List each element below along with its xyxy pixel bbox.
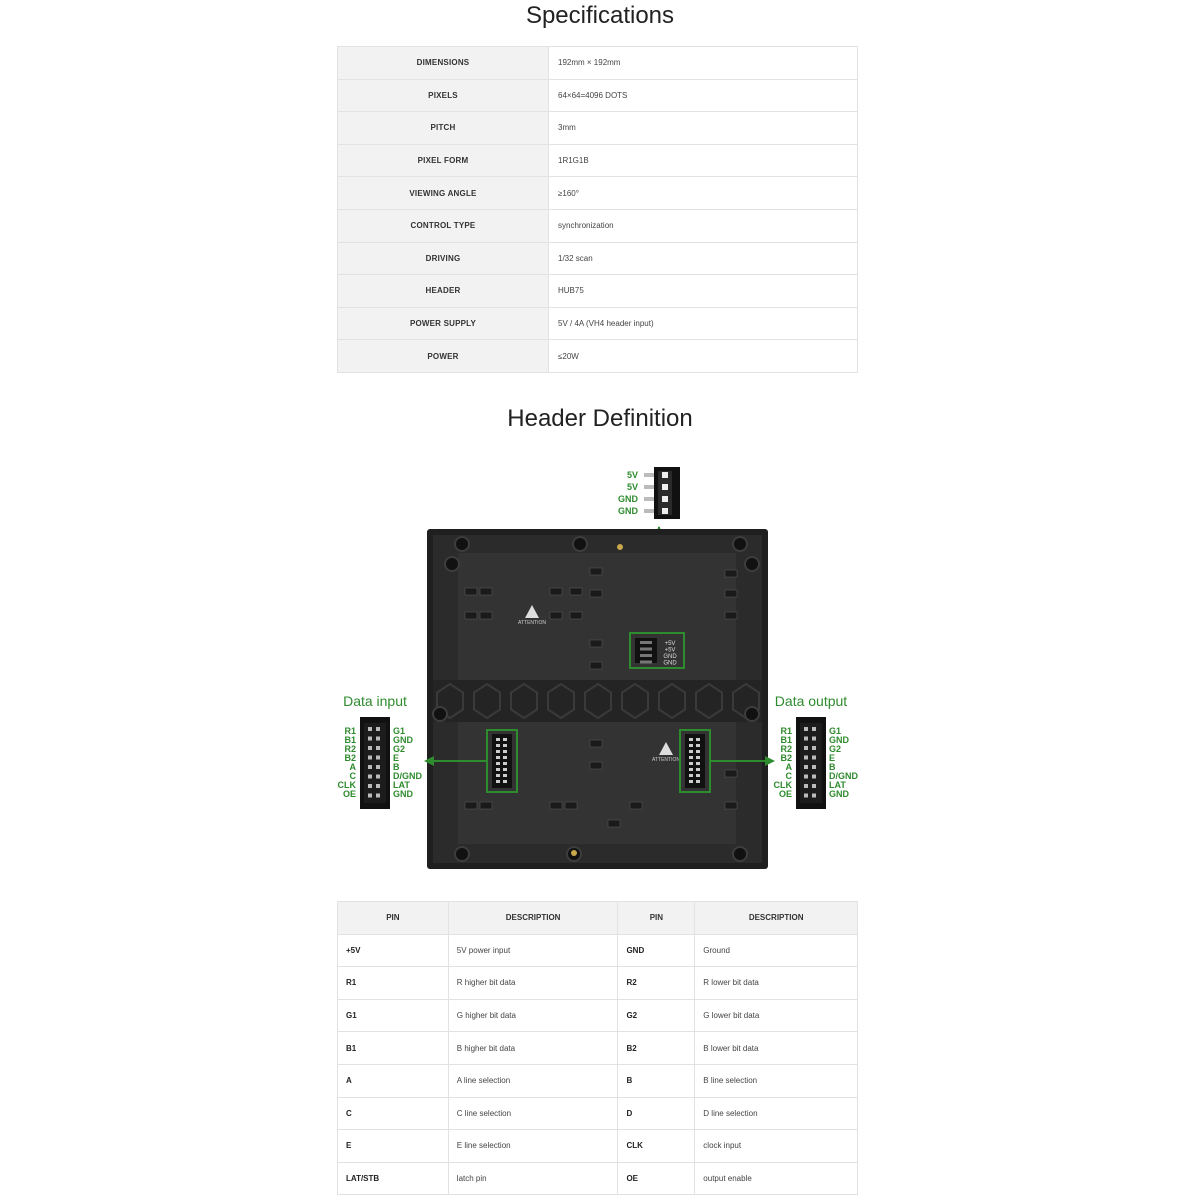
board-header-pin xyxy=(689,738,693,741)
connector-pin-label: E xyxy=(829,753,836,763)
screw-hole xyxy=(445,557,459,571)
spec-key: HEADER xyxy=(338,275,549,308)
board-chip xyxy=(725,590,737,597)
connector-pin-label: GND xyxy=(829,789,849,799)
board-header-pin xyxy=(689,774,693,777)
pin-table-header: PIN xyxy=(338,902,449,935)
output-arrow-head xyxy=(765,756,775,766)
connector-pin-label: B xyxy=(393,762,400,772)
spec-row xyxy=(338,79,858,112)
data-output-connector-slot xyxy=(800,723,822,803)
pin-description: clock input xyxy=(695,1130,858,1163)
pin-row xyxy=(338,967,858,1000)
pin-row xyxy=(338,1130,858,1163)
screw-hole xyxy=(733,537,747,551)
board-power-pin xyxy=(640,661,652,664)
connector-pin xyxy=(376,737,380,741)
brass-standoff xyxy=(571,850,577,856)
board-header-pin xyxy=(503,750,507,753)
data-input-connector-slot xyxy=(364,723,386,803)
power-pin-label: GND xyxy=(618,494,638,504)
spec-row xyxy=(338,307,858,340)
board-header-pin xyxy=(696,756,700,759)
pin-name: D xyxy=(618,1097,695,1130)
board-header-pin xyxy=(689,780,693,783)
board-chip xyxy=(565,802,577,809)
connector-pin-label: R2 xyxy=(344,744,356,754)
connector-pin-label: G2 xyxy=(393,744,406,754)
pin-description: B higher bit data xyxy=(448,1032,618,1065)
led-panel xyxy=(427,529,768,869)
power-pin-label: 5V xyxy=(626,482,638,492)
spec-value: ≤20W xyxy=(549,340,858,373)
board-header-pin xyxy=(496,756,500,759)
board-chip xyxy=(630,802,642,809)
board-chip xyxy=(590,590,602,597)
board-header-pin xyxy=(496,774,500,777)
connector-pin-label: E xyxy=(393,753,400,763)
board-header-pin xyxy=(696,762,700,765)
connector-pin xyxy=(804,746,808,750)
connector-pin-label: GND xyxy=(393,735,413,745)
connector-pin-label: D/GND xyxy=(393,771,422,781)
connector-pin xyxy=(376,746,380,750)
board-chip xyxy=(725,570,737,577)
spec-row xyxy=(338,144,858,177)
pin-description: latch pin xyxy=(448,1162,618,1195)
connector-pin-label: B1 xyxy=(780,735,792,745)
connector-pin-label: A xyxy=(349,762,356,772)
power-pin xyxy=(644,509,654,513)
spec-key: PIXEL FORM xyxy=(338,144,549,177)
spec-key: DRIVING xyxy=(338,242,549,275)
connector-pin-label: D/GND xyxy=(829,771,858,781)
board-chip xyxy=(590,762,602,769)
board-header-pin xyxy=(696,768,700,771)
pin-description: G higher bit data xyxy=(448,999,618,1032)
board-input-header xyxy=(492,734,512,788)
connector-pin xyxy=(812,794,816,798)
pin-name: G2 xyxy=(618,999,695,1032)
pin-description: B line selection xyxy=(695,1064,858,1097)
screw-hole xyxy=(745,707,759,721)
pin-name: R2 xyxy=(618,967,695,1000)
spec-value: 1R1G1B xyxy=(549,144,858,177)
pin-table-header: DESCRIPTION xyxy=(448,902,618,935)
power-pin xyxy=(644,485,654,489)
board-power-pin xyxy=(640,648,652,651)
connector-pin xyxy=(812,756,816,760)
connector-pin xyxy=(368,765,372,769)
board-header-pin xyxy=(689,768,693,771)
brass-standoff xyxy=(617,544,623,550)
pin-definition-table xyxy=(337,901,858,1195)
board-chip xyxy=(590,740,602,747)
spec-value: 1/32 scan xyxy=(549,242,858,275)
connector-pin xyxy=(368,784,372,788)
board-chip xyxy=(570,588,582,595)
board-power-label: +5V xyxy=(664,641,676,647)
connector-pin xyxy=(812,775,816,779)
connector-pin xyxy=(368,746,372,750)
connector-pin xyxy=(804,784,808,788)
power-pin-label: GND xyxy=(618,506,638,516)
connector-pin-label: C xyxy=(785,771,792,781)
board-chip xyxy=(608,820,620,827)
board-chip xyxy=(550,612,562,619)
pin-name: E xyxy=(338,1130,449,1163)
spec-key: CONTROL TYPE xyxy=(338,209,549,242)
spec-key: POWER xyxy=(338,340,549,373)
spec-value: 5V / 4A (VH4 header input) xyxy=(549,307,858,340)
board-power-label: GND xyxy=(663,660,677,667)
board-chip xyxy=(590,568,602,575)
board-header-pin xyxy=(503,744,507,747)
connector-pin-label: LAT xyxy=(393,780,410,790)
connector-pin xyxy=(376,784,380,788)
connector-pin-label: R2 xyxy=(780,744,792,754)
board-header-pin xyxy=(689,762,693,765)
board-header-pin xyxy=(503,738,507,741)
screw-hole xyxy=(745,557,759,571)
pin-row xyxy=(338,1162,858,1195)
spec-key: VIEWING ANGLE xyxy=(338,177,549,210)
connector-pin xyxy=(368,794,372,798)
pin-description: output enable xyxy=(695,1162,858,1195)
connector-pin-label: A xyxy=(785,762,792,772)
board-header-pin xyxy=(503,780,507,783)
pin-description: Ground xyxy=(695,934,858,967)
spec-row xyxy=(338,112,858,145)
spec-row xyxy=(338,47,858,80)
spec-value: synchronization xyxy=(549,209,858,242)
board-chip xyxy=(480,802,492,809)
pin-name: G1 xyxy=(338,999,449,1032)
spec-key: POWER SUPPLY xyxy=(338,307,549,340)
spec-value: 64×64=4096 DOTS xyxy=(549,79,858,112)
board-chip xyxy=(480,588,492,595)
board-power-pin xyxy=(640,641,652,644)
connector-pin-label: B2 xyxy=(780,753,792,763)
board-chip xyxy=(465,802,477,809)
connector-pin xyxy=(804,765,808,769)
specifications-title: Specifications xyxy=(525,2,675,29)
pin-table-body xyxy=(338,934,858,1195)
board-header-pin xyxy=(503,762,507,765)
pin-description: R lower bit data xyxy=(695,967,858,1000)
pin-name: LAT/STB xyxy=(338,1162,449,1195)
pin-description: G lower bit data xyxy=(695,999,858,1032)
board-chip xyxy=(725,802,737,809)
board-power-pin xyxy=(640,654,652,657)
connector-pin xyxy=(368,727,372,731)
board-header-pin xyxy=(696,774,700,777)
spec-row xyxy=(338,275,858,308)
pin-row xyxy=(338,1032,858,1065)
specifications-table xyxy=(337,46,858,373)
connector-pin xyxy=(376,775,380,779)
specifications-table-body xyxy=(338,47,858,373)
board-chip xyxy=(550,588,562,595)
spec-row xyxy=(338,209,858,242)
pin-description: 5V power input xyxy=(448,934,618,967)
pin-name: B2 xyxy=(618,1032,695,1065)
spec-key: PITCH xyxy=(338,112,549,145)
connector-pin xyxy=(368,775,372,779)
pin-name: GND xyxy=(618,934,695,967)
connector-pin-label: LAT xyxy=(829,780,846,790)
board-chip xyxy=(465,612,477,619)
power-pin xyxy=(644,497,654,501)
connector-pin xyxy=(804,737,808,741)
data-input-label: Data input xyxy=(343,693,407,709)
board-header-pin xyxy=(689,750,693,753)
power-pin xyxy=(644,473,654,477)
connector-pin-label: CLK xyxy=(773,780,792,790)
spec-row xyxy=(338,177,858,210)
board-power-label: GND xyxy=(663,654,677,660)
spec-value: ≥160° xyxy=(549,177,858,210)
board-header-pin xyxy=(689,744,693,747)
board-header-pin xyxy=(696,744,700,747)
pin-description: D line selection xyxy=(695,1097,858,1130)
board-header-pin xyxy=(496,780,500,783)
connector-pin-label: R1 xyxy=(780,726,792,736)
connector-pin-label: GND xyxy=(829,735,849,745)
board-header-pin xyxy=(503,756,507,759)
pin-name: CLK xyxy=(618,1130,695,1163)
connector-pin-label: C xyxy=(349,771,356,781)
board-header-pin xyxy=(696,750,700,753)
board-chip xyxy=(550,802,562,809)
spec-row xyxy=(338,340,858,373)
board-header-pin xyxy=(496,768,500,771)
attention-label-right: ATTENTION xyxy=(652,757,680,763)
connector-pin-label: OE xyxy=(778,789,792,799)
connector-pin xyxy=(804,727,808,731)
header-definition-diagram xyxy=(0,440,1200,890)
board-header-pin xyxy=(496,744,500,747)
spec-value: HUB75 xyxy=(549,275,858,308)
spec-value: 3mm xyxy=(549,112,858,145)
connector-pin xyxy=(376,794,380,798)
header-definition-title: Header Definition xyxy=(507,405,693,432)
connector-pin-label: B1 xyxy=(344,735,356,745)
board-header-pin xyxy=(689,756,693,759)
board-chip xyxy=(570,612,582,619)
spec-key: DIMENSIONS xyxy=(338,47,549,80)
pin-name: R1 xyxy=(338,967,449,1000)
pin-description: E line selection xyxy=(448,1130,618,1163)
spec-value: 192mm × 192mm xyxy=(549,47,858,80)
connector-pin-label: B xyxy=(829,762,836,772)
power-pin-socket xyxy=(662,496,668,502)
connector-pin xyxy=(376,727,380,731)
pin-name: B1 xyxy=(338,1032,449,1065)
pin-row xyxy=(338,1064,858,1097)
connector-pin xyxy=(376,756,380,760)
board-chip xyxy=(465,588,477,595)
power-pin-label: 5V xyxy=(626,470,638,480)
screw-hole xyxy=(455,847,469,861)
pin-description: A line selection xyxy=(448,1064,618,1097)
pin-name: OE xyxy=(618,1162,695,1195)
board-chip xyxy=(590,640,602,647)
pin-row xyxy=(338,934,858,967)
connector-pin xyxy=(368,756,372,760)
connector-pin xyxy=(812,765,816,769)
pin-name: B xyxy=(618,1064,695,1097)
board-header-pin xyxy=(503,768,507,771)
connector-pin xyxy=(812,737,816,741)
board-header-pin xyxy=(696,738,700,741)
connector-pin xyxy=(804,775,808,779)
board-chip xyxy=(480,612,492,619)
board-chip xyxy=(725,770,737,777)
connector-pin xyxy=(812,784,816,788)
board-header-pin xyxy=(496,750,500,753)
pin-row xyxy=(338,1097,858,1130)
pin-description: C line selection xyxy=(448,1097,618,1130)
screw-hole xyxy=(433,707,447,721)
power-pin-socket xyxy=(662,508,668,514)
connector-pin xyxy=(804,756,808,760)
pin-name: C xyxy=(338,1097,449,1130)
attention-label-left: ATTENTION xyxy=(518,620,546,626)
power-pin-socket xyxy=(662,484,668,490)
pin-description: B lower bit data xyxy=(695,1032,858,1065)
power-connector xyxy=(644,467,680,519)
board-header-pin xyxy=(496,738,500,741)
screw-hole xyxy=(455,537,469,551)
connector-pin-label: B2 xyxy=(344,753,356,763)
board-output-header xyxy=(685,734,705,788)
connector-pin xyxy=(812,746,816,750)
data-output-label: Data output xyxy=(774,693,848,709)
connector-pin-label: G1 xyxy=(393,726,406,736)
board-chip xyxy=(590,662,602,669)
pin-name: A xyxy=(338,1064,449,1097)
connector-pin xyxy=(368,737,372,741)
pin-table-header: DESCRIPTION xyxy=(695,902,858,935)
board-chip xyxy=(725,612,737,619)
pin-name: +5V xyxy=(338,934,449,967)
board-header-pin xyxy=(496,762,500,765)
pin-description: R higher bit data xyxy=(448,967,618,1000)
board-power-label: +5V xyxy=(664,647,676,654)
board-header-pin xyxy=(696,780,700,783)
spec-row xyxy=(338,242,858,275)
connector-pin xyxy=(804,794,808,798)
board-header-pin xyxy=(503,774,507,777)
screw-hole xyxy=(573,537,587,551)
power-pin-socket xyxy=(662,472,668,478)
connector-pin-label: OE xyxy=(342,789,356,799)
connector-pin-label: R1 xyxy=(344,726,356,736)
connector-pin-label: G1 xyxy=(829,726,842,736)
connector-pin-label: CLK xyxy=(337,780,356,790)
pin-table-header: PIN xyxy=(618,902,695,935)
pin-table-header-row xyxy=(338,902,858,935)
pin-row xyxy=(338,999,858,1032)
connector-pin-label: GND xyxy=(393,789,413,799)
connector-pin-label: G2 xyxy=(829,744,842,754)
screw-hole xyxy=(733,847,747,861)
connector-pin xyxy=(812,727,816,731)
spec-key: PIXELS xyxy=(338,79,549,112)
connector-pin xyxy=(376,765,380,769)
